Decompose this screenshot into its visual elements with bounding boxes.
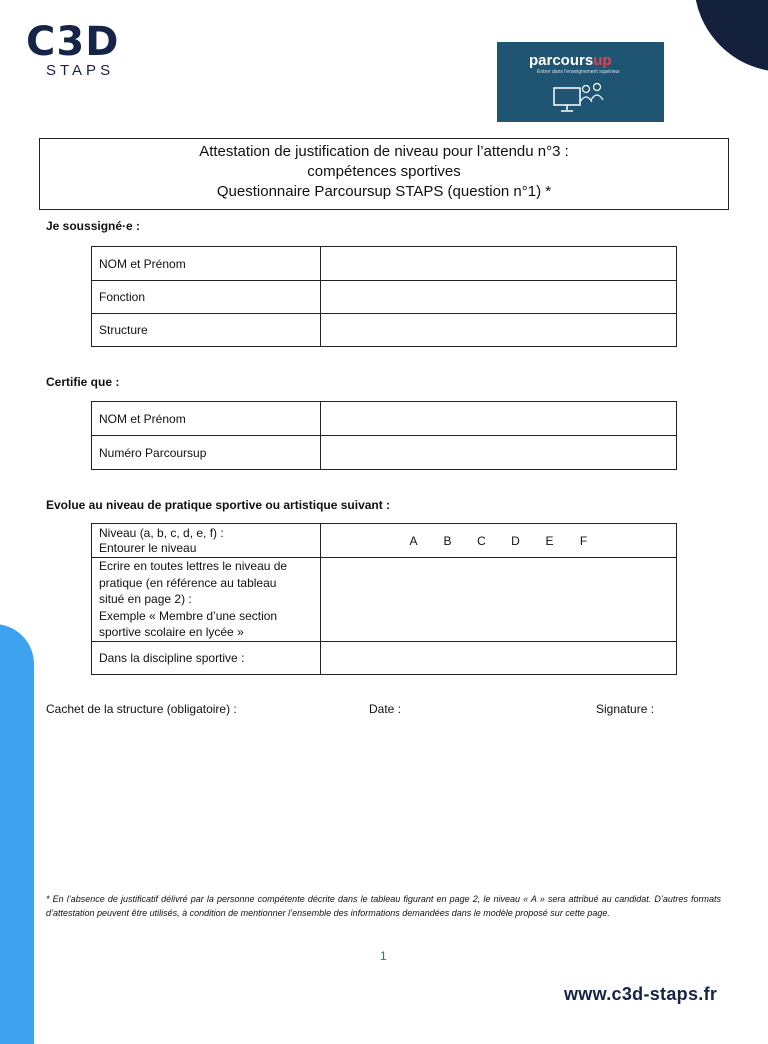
level-option-d[interactable]: D <box>511 533 520 548</box>
written-level-line-4: Exemple « Membre d’une section <box>99 608 278 623</box>
table-row <box>92 436 677 470</box>
written-level-line-2: pratique (en référence au tableau <box>99 575 277 590</box>
parcoursup-number-label: Numéro Parcoursup <box>92 436 321 470</box>
c3d-logo <box>26 19 146 82</box>
title-line-2: compétences sportives <box>307 163 461 180</box>
table-row <box>92 314 677 347</box>
badge-title <box>529 52 612 69</box>
signatory-table <box>91 246 677 347</box>
section-soussigne-label: Je soussigné·e : <box>46 219 141 233</box>
written-level-line-1: Ecrire en toutes lettres le niveau de <box>99 559 288 573</box>
level-choices <box>321 524 677 558</box>
written-level-label <box>92 558 321 642</box>
badge-title-accent: up <box>593 52 612 69</box>
page-number: 1 <box>380 949 387 963</box>
level-option-b[interactable]: B <box>443 533 452 548</box>
title-box <box>39 138 729 210</box>
written-level-field[interactable] <box>321 558 677 642</box>
table-row <box>92 558 677 642</box>
written-level-line-3: situé en page 2) : <box>99 592 192 606</box>
level-option-c[interactable]: C <box>477 533 486 548</box>
title-line-3: Questionnaire Parcoursup STAPS (question n°1) * <box>216 183 552 200</box>
signatory-structure-label: Structure <box>92 314 321 347</box>
signatory-function-label: Fonction <box>92 281 321 314</box>
signatory-structure-field[interactable] <box>321 314 677 347</box>
parcoursup-badge <box>497 42 664 122</box>
written-level-line-5: sportive scolaire en lycée » <box>99 625 244 639</box>
badge-title-main: parcours <box>529 52 594 69</box>
table-row <box>92 641 677 674</box>
level-option-f[interactable]: F <box>579 533 588 548</box>
level-label-line-1: Niveau (a, b, c, d, e, f) : <box>99 525 224 540</box>
website-link[interactable]: www.c3d-staps.fr <box>564 984 718 1004</box>
section-certifie-label: Certifie que : <box>46 375 120 389</box>
candidate-table <box>91 401 677 470</box>
candidate-name-label: NOM et Prénom <box>92 402 321 436</box>
footnote: * En l’absence de justificatif délivré par la personne compétente décrite dans le tableau figurant en page 2, le niveau « A » sera attribué au candidat. D’autres formats d’attestation peuvent être utilisés, à condition de mentionner l’ensemble des informations demandées dans le modèle proposé sur cette page. <box>46 894 721 918</box>
table-row <box>92 402 677 436</box>
side-decoration <box>0 624 34 1044</box>
corner-decoration <box>694 0 768 72</box>
discipline-label: Dans la discipline sportive : <box>92 641 321 674</box>
table-row <box>92 247 677 281</box>
level-label-line-2: Entourer le niveau <box>99 540 197 555</box>
title-line-1: Attestation de justification de niveau pour l’attendu n°3 : <box>199 143 569 160</box>
stamp-label: Cachet de la structure (obligatoire) : <box>46 702 237 716</box>
table-row <box>92 281 677 314</box>
signatory-name-field[interactable] <box>321 247 677 281</box>
badge-subtitle: Entrer dans l'enseignement supérieur <box>537 69 620 75</box>
level-table <box>91 523 677 675</box>
discipline-field[interactable] <box>321 641 677 674</box>
table-row <box>92 524 677 558</box>
logo-sub-text: STAPS <box>46 62 115 79</box>
logo-main-text: C3D <box>26 19 120 65</box>
level-option-e[interactable]: E <box>545 533 554 548</box>
signatory-function-field[interactable] <box>321 281 677 314</box>
signature-label: Signature : <box>596 702 655 716</box>
level-label <box>92 524 321 558</box>
candidate-name-field[interactable] <box>321 402 677 436</box>
date-label: Date : <box>369 702 402 716</box>
computer-users-icon <box>552 80 608 116</box>
level-option-a[interactable]: A <box>409 533 418 548</box>
signatory-name-label: NOM et Prénom <box>92 247 321 281</box>
section-niveau-label: Evolue au niveau de pratique sportive ou artistique suivant : <box>46 498 391 512</box>
parcoursup-number-field[interactable] <box>321 436 677 470</box>
